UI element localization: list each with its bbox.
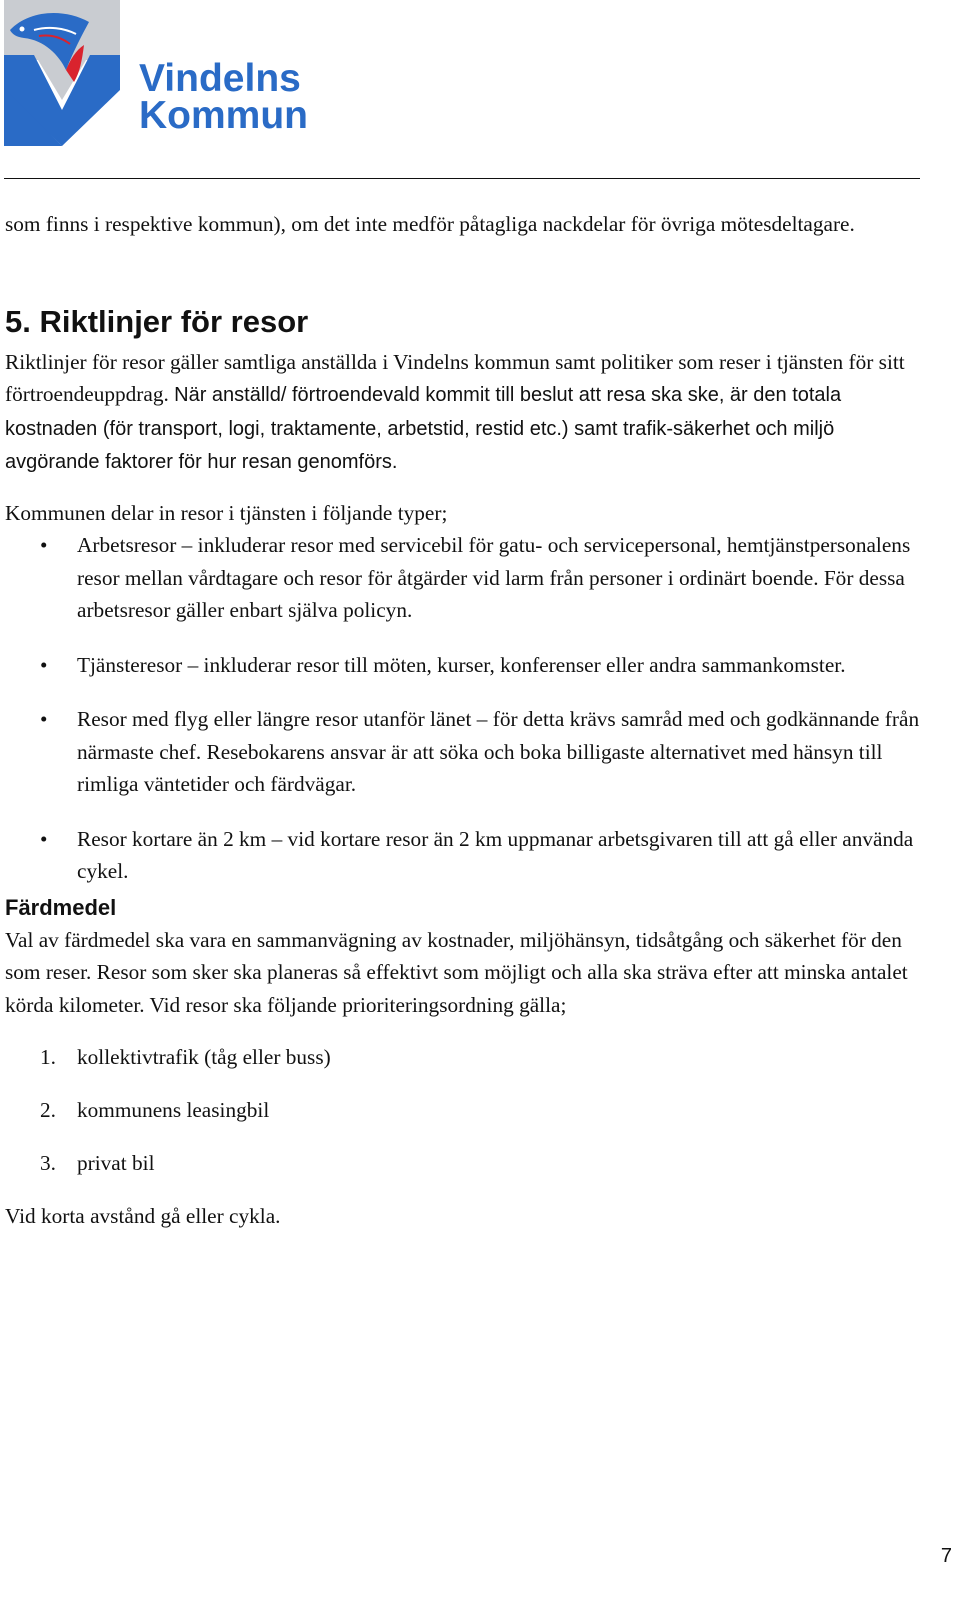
bullet-icon: •: [40, 707, 48, 731]
list-item-text: kommunens leasingbil: [77, 1098, 270, 1122]
document-body: [5, 208, 925, 1233]
list-item: [5, 823, 925, 888]
logo-line-2: Kommun: [139, 94, 308, 137]
bullet-icon: •: [40, 652, 48, 677]
intro-paragraph: som finns i respektive kommun), om det inte medför påtagliga nackdelar för övriga mötesdeltagare.: [5, 212, 855, 236]
list-item: [5, 649, 925, 682]
bullet-icon: •: [40, 533, 48, 557]
vindeln-logo: [4, 0, 324, 150]
list-item: [5, 1041, 925, 1094]
page-number: 7: [940, 1545, 952, 1567]
fardmedel-heading: Färdmedel: [5, 894, 117, 920]
types-intro: Kommunen delar in resor i tjänsten i följande typer;: [5, 500, 448, 525]
list-item-text: Resor med flyg eller längre resor utanför länet – för detta krävs samråd med och godkännande från närmaste chef. Resebokarens ansvar är att söka och boka billigaste alternativet med hänsyn till rimliga väntetider och färdvägar.: [77, 707, 920, 796]
header-divider: [4, 178, 920, 179]
list-number: 3.: [40, 1151, 56, 1175]
logo-emblem-icon: [4, 0, 134, 150]
list-item: [5, 703, 925, 801]
closing-sentence: Vid korta avstånd gå eller cykla.: [5, 1204, 281, 1228]
list-number: 2.: [40, 1098, 56, 1122]
list-item-text: Resor kortare än 2 km – vid kortare resor än 2 km uppmanar arbetsgivaren till att gå eller använda cykel.: [77, 826, 914, 883]
list-item: [5, 1094, 925, 1147]
list-number: 1.: [40, 1045, 56, 1069]
list-item-text: kollektivtrafik (tåg eller buss): [77, 1045, 331, 1069]
guidelines-paragraph: [5, 346, 925, 479]
logo-line-1: Vindelns: [139, 57, 301, 100]
list-item-text: Arbetsresor – inkluderar resor med servicebil för gatu- och servicepersonal, hemtjänstpersonalens resor mellan vårdtagare och resor för åtgärder vid larm från personer i ordinärt boende. För dessa arbetsresor gäller enbart själva policyn.: [77, 533, 911, 622]
list-item-text: privat bil: [77, 1151, 155, 1175]
list-item: [5, 529, 925, 627]
guidelines-text-serif: Riktlinjer för resor gäller samtliga anställda i Vindelns kommun samt politiker som reser i tjänsten för sitt förtroendeuppdrag.: [5, 349, 905, 406]
section-heading: 5. Riktlinjer för resor: [5, 303, 309, 339]
guidelines-text-sans: När anställd/ förtroendevald kommit till beslut att resa ska ske, är den totala kostnaden (för transport, logi, traktamente, arbetstid, restid etc.) samt trafik-säkerhet och miljö avgörande faktorer för hur resan genomförs.: [5, 384, 842, 473]
travel-types-list: [5, 529, 925, 888]
list-item-text: Tjänsteresor – inkluderar resor till möten, kurser, konferenser eller andra sammankomster.: [77, 652, 846, 677]
bullet-icon: •: [40, 826, 48, 851]
logo-wordmark: [139, 57, 308, 137]
priority-list: [5, 1041, 925, 1200]
fardmedel-paragraph: Val av färdmedel ska vara en sammanvägning av kostnader, miljöhänsyn, tidsåtgång och säkerhet för den som reser. Resor som sker ska planeras så effektivt som möjligt och alla ska sträva efter att minska antalet körda kilometer. Vid resor ska följande prioriteringsordning gälla;: [5, 927, 908, 1017]
list-item: [5, 1147, 925, 1200]
